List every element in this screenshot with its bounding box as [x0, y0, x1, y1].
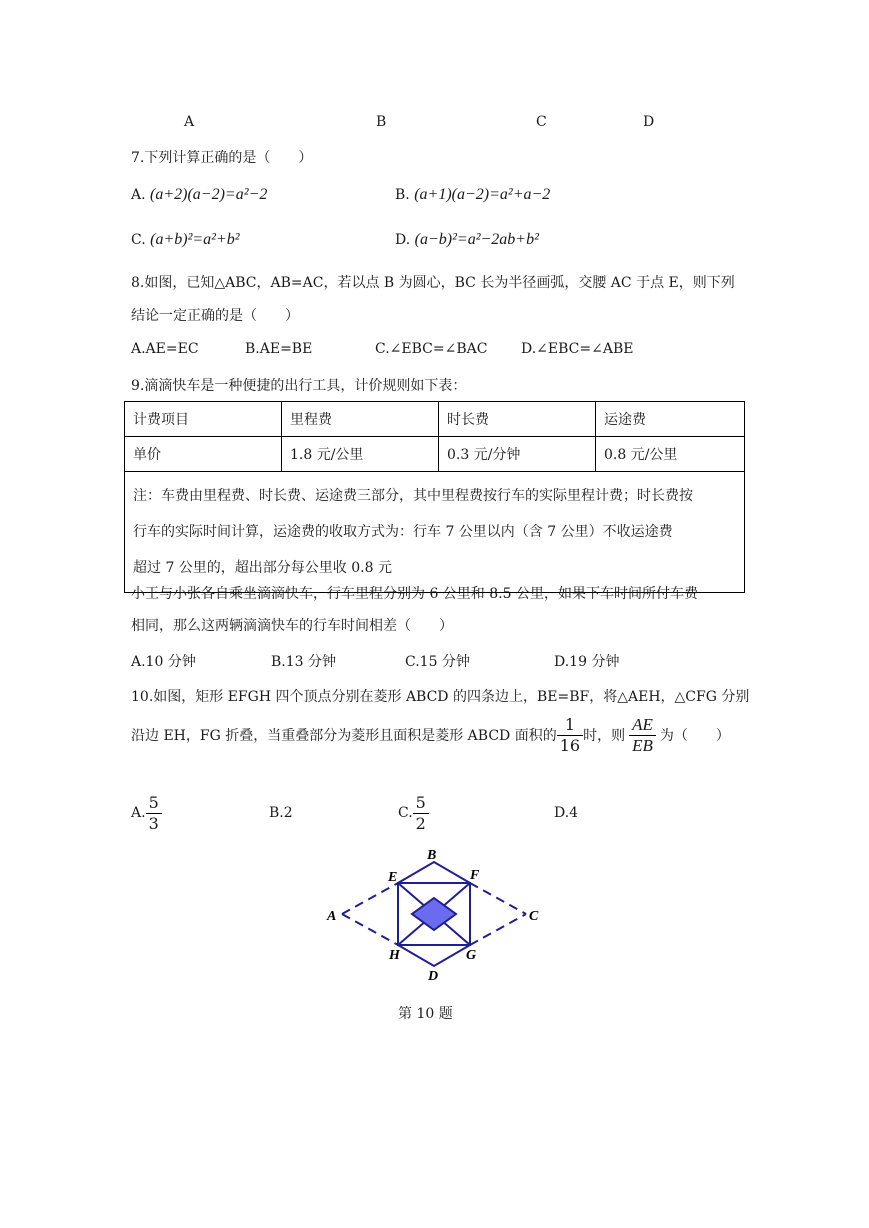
fraction-numerator: 5 — [146, 793, 162, 814]
q7-option-b-expr: (a+1)(a−2)=a²+a−2 — [414, 186, 551, 203]
q8-option-d: D.∠EBC=∠ABE — [521, 341, 634, 357]
fee-table-note — [125, 472, 745, 593]
q8-stem-line1: 8.如图，已知△ABC，AB=AC，若以点 B 为圆心，BC 长为半径画弧，交腰 AC 于点 E，则下列 — [131, 275, 735, 291]
q9-text-line2: 相同，那么这两辆滴滴快车的行车时间相差（ ） — [131, 618, 453, 634]
fraction-numerator: 5 — [413, 793, 429, 814]
q7-option-b-label: B. — [395, 187, 410, 203]
fraction-denominator: 3 — [148, 813, 159, 833]
fee-table-header-cell: 里程费 — [282, 402, 439, 437]
q7-option-d — [395, 231, 539, 249]
fee-table-header-row — [125, 402, 745, 437]
q7-option-c-label: C. — [131, 232, 146, 248]
fraction-denominator: 2 — [415, 813, 426, 833]
fraction-five-thirds — [146, 793, 162, 834]
fee-table-header-cell: 时长费 — [439, 402, 596, 437]
label-c: C — [529, 909, 539, 924]
prev-option-c: C — [536, 114, 547, 130]
q10-option-d: D.4 — [554, 805, 579, 821]
fee-table-cell: 单价 — [125, 437, 282, 472]
q9-option-b: B.13 分钟 — [271, 654, 337, 670]
q7-option-a-label: A. — [131, 187, 146, 203]
label-f: F — [470, 868, 480, 883]
fraction-numerator: 1 — [557, 715, 583, 736]
rhombus-figure — [320, 840, 550, 990]
fraction-denominator: EB — [632, 735, 653, 755]
q8-option-c: C.∠EBC=∠BAC — [375, 341, 488, 357]
fraction-denominator: 16 — [559, 735, 581, 755]
label-b: B — [427, 848, 437, 863]
q10-option-a — [131, 790, 162, 836]
edge-ah-dashed — [342, 914, 398, 945]
q7-option-a — [131, 186, 267, 204]
q8-option-b: B.AE=BE — [245, 341, 313, 357]
fee-table-cell: 1.8 元/公里 — [282, 437, 439, 472]
prev-option-d: D — [643, 114, 655, 130]
q10-option-a-label: A. — [131, 805, 146, 821]
fraction-one-sixteenth — [557, 715, 583, 756]
edge-gc-dashed — [470, 914, 526, 945]
fee-table-header-cell: 运途费 — [596, 402, 745, 437]
edge-ae-dashed — [342, 883, 398, 914]
q9-option-c: C.15 分钟 — [405, 654, 470, 670]
fee-note-line: 行车的实际时间计算，运途费的收取方式为：行车 7 公里以内（含 7 公里）不收运途费 — [133, 524, 673, 540]
q7-option-b — [395, 186, 550, 204]
label-a: A — [327, 909, 337, 924]
edge-fc-dashed — [470, 883, 526, 914]
label-h: H — [389, 948, 400, 963]
q10-option-c — [398, 790, 429, 836]
label-d: D — [428, 969, 439, 984]
q9-option-a: A.10 分钟 — [131, 654, 196, 670]
q9-option-d: D.19 分钟 — [554, 654, 620, 670]
q10-stem-line2-post: 为（ ） — [659, 728, 730, 744]
q9-stem: 9.滴滴快车是一种便捷的出行工具，计价规则如下表： — [131, 378, 467, 394]
fee-table — [124, 401, 745, 593]
q7-option-a-expr: (a+2)(a−2)=a²−2 — [150, 186, 268, 203]
q7-option-c-expr: (a+b)²=a²+b² — [150, 231, 240, 248]
q7-option-c — [131, 231, 240, 249]
fee-table-cell: 0.3 元/分钟 — [439, 437, 596, 472]
edge-ebf — [398, 862, 470, 883]
fee-table-note-row — [125, 472, 745, 593]
fee-table-cell: 0.8 元/公里 — [596, 437, 745, 472]
q10-stem-line1: 10.如图，矩形 EFGH 四个顶点分别在菱形 ABCD 的四条边上，BE=BF，将△AEH，△CFG 分别 — [131, 689, 750, 705]
fraction-numerator: AE — [629, 715, 656, 736]
q10-option-b: B.2 — [269, 805, 293, 821]
label-g: G — [466, 948, 477, 963]
q10-stem-line2-mid: 时，则 — [583, 728, 626, 744]
fraction-five-halves — [413, 793, 429, 834]
fee-note-line: 注：车费由里程费、时长费、运途费三部分，其中里程费按行车的实际里程计费；时长费按 — [133, 488, 693, 504]
edge-hdg — [398, 945, 470, 966]
prev-option-b: B — [376, 114, 387, 130]
label-e: E — [388, 870, 398, 885]
q7-option-d-expr: (a−b)²=a²−2ab+b² — [414, 231, 539, 248]
overlap-rhombus — [412, 898, 456, 930]
q8-option-a: A.AE=EC — [131, 341, 199, 357]
q10-stem-line2 — [131, 711, 730, 759]
fee-note-line: 超过 7 公里的，超出部分每公里收 0.8 元 — [133, 560, 392, 576]
q7-stem: 7.下列计算正确的是（ ） — [131, 150, 313, 166]
q8-stem-line2: 结论一定正确的是（ ） — [131, 308, 299, 324]
prev-option-a: A — [184, 114, 195, 130]
q7-option-d-label: D. — [395, 232, 411, 248]
fee-table-header-cell: 计费项目 — [125, 402, 282, 437]
q10-option-c-label: C. — [398, 805, 413, 821]
figure-caption: 第 10 题 — [398, 1006, 453, 1022]
fraction-ae-eb — [629, 715, 656, 756]
fee-table-row — [125, 437, 745, 472]
q10-stem-line2-pre: 沿边 EH，FG 折叠，当重叠部分为菱形且面积是菱形 ABCD 面积的 — [131, 728, 557, 744]
q9-text-line1: 小王与小张各自乘坐滴滴快车，行车里程分别为 6 公里和 8.5 公里，如果下车时间所付车费 — [131, 586, 698, 602]
